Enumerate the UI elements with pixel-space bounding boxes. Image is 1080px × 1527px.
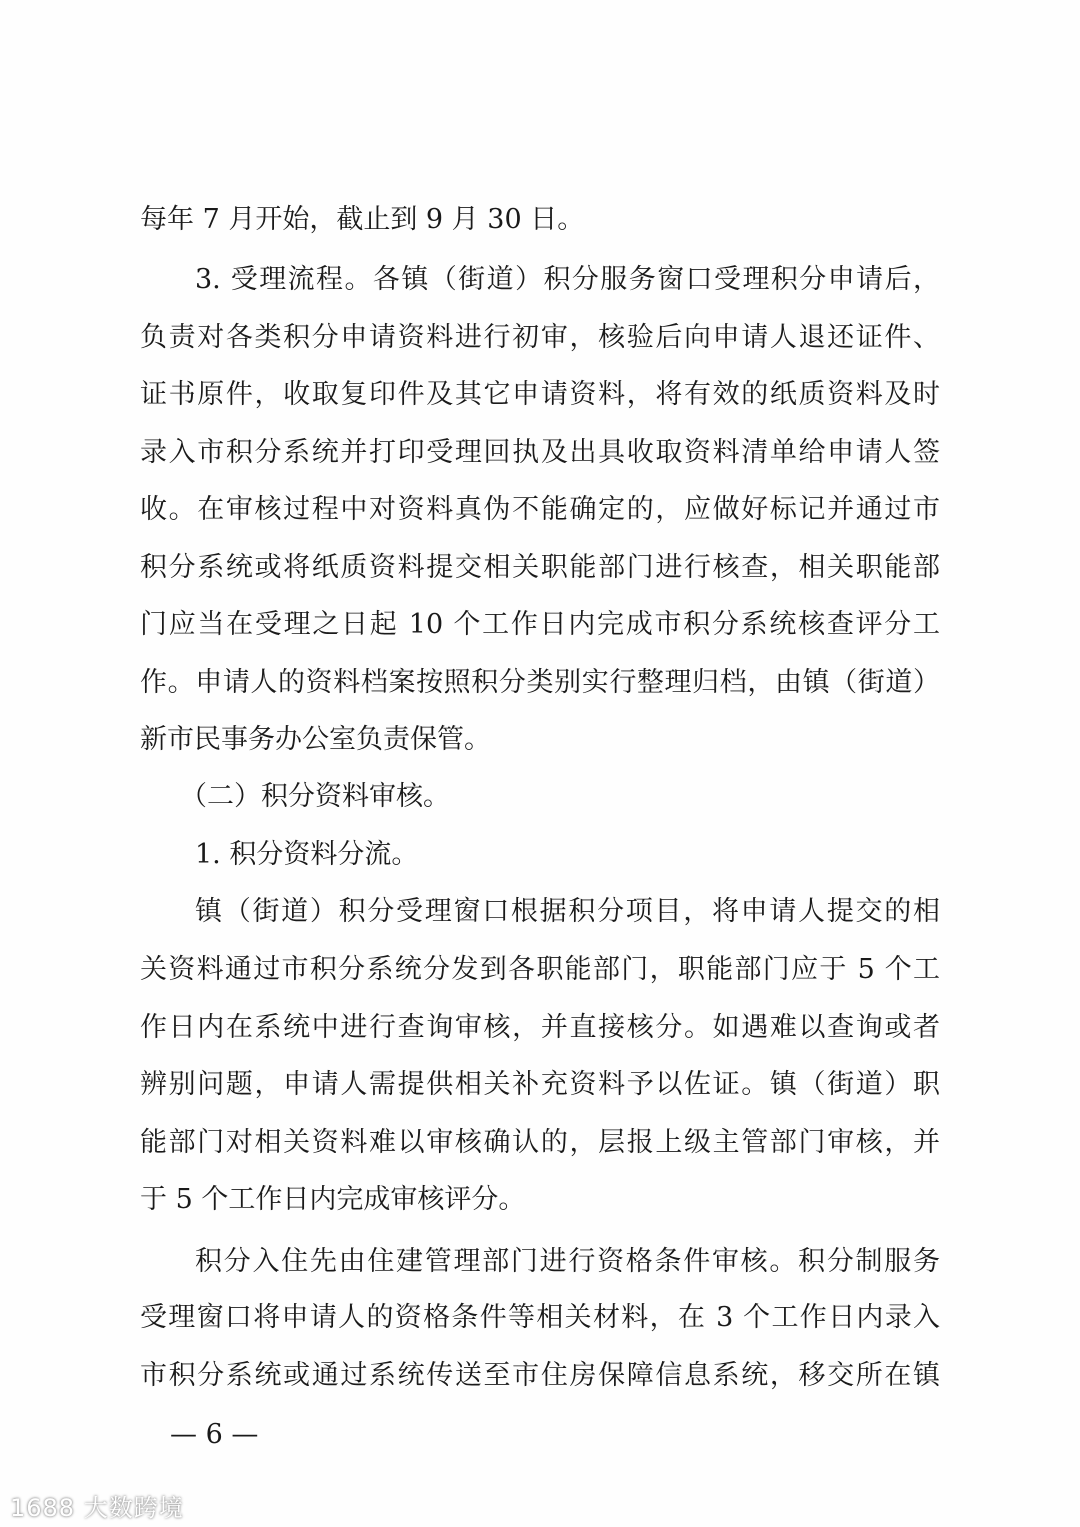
text-line: 负责对各类积分申请资料进行初审，核验后向申请人退还证件、 — [140, 322, 940, 353]
text-line: 能部门对相关资料难以审核确认的，层报上级主管部门审核，并 — [140, 1127, 940, 1158]
text-line: 受理窗口将申请人的资格条件等相关材料，在 3 个工作日内录入 — [140, 1302, 940, 1333]
text-line: 积分入住先由住建管理部门进行资格条件审核。积分制服务 — [195, 1246, 940, 1277]
text-line: 积分系统或将纸质资料提交相关职能部门进行核查，相关职能部 — [140, 552, 940, 583]
text-line: 证书原件，收取复印件及其它申请资料，将有效的纸质资料及时 — [140, 379, 940, 410]
text-line: 关资料通过市积分系统分发到各职能部门，职能部门应于 5 个工 — [140, 954, 940, 985]
text-line: 3. 受理流程。各镇（街道）积分服务窗口受理积分申请后， — [195, 264, 940, 295]
text-line: 镇（街道）积分受理窗口根据积分项目，将申请人提交的相 — [195, 896, 940, 927]
watermark-logo: 1688 大数跨境 — [10, 1494, 184, 1522]
section-heading: （二）积分资料审核。 — [180, 781, 450, 812]
text-line: 作日内在系统中进行查询审核，并直接核分。如遇难以查询或者 — [140, 1012, 940, 1043]
text-line: 市积分系统或通过系统传送至市住房保障信息系统，移交所在镇 — [140, 1360, 940, 1391]
text-line: 辨别问题，申请人需提供相关补充资料予以佐证。镇（街道）职 — [140, 1069, 940, 1100]
text-line: 新市民事务办公室负责保管。 — [140, 724, 491, 755]
text-line: 每年 7 月开始，截止到 9 月 30 日。 — [140, 204, 585, 235]
text-line: 作。申请人的资料档案按照积分类别实行整理归档，由镇（街道） — [140, 667, 940, 698]
text-line: 门应当在受理之日起 10 个工作日内完成市积分系统核查评分工 — [140, 609, 940, 640]
text-line: 于 5 个工作日内完成审核评分。 — [140, 1184, 526, 1215]
page-number: — 6 — — [170, 1419, 259, 1450]
subsection-heading: 1. 积分资料分流。 — [195, 839, 419, 870]
text-line: 收。在审核过程中对资料真伪不能确定的，应做好标记并通过市 — [140, 494, 940, 525]
text-line: 录入市积分系统并打印受理回执及出具收取资料清单给申请人签 — [140, 437, 940, 468]
